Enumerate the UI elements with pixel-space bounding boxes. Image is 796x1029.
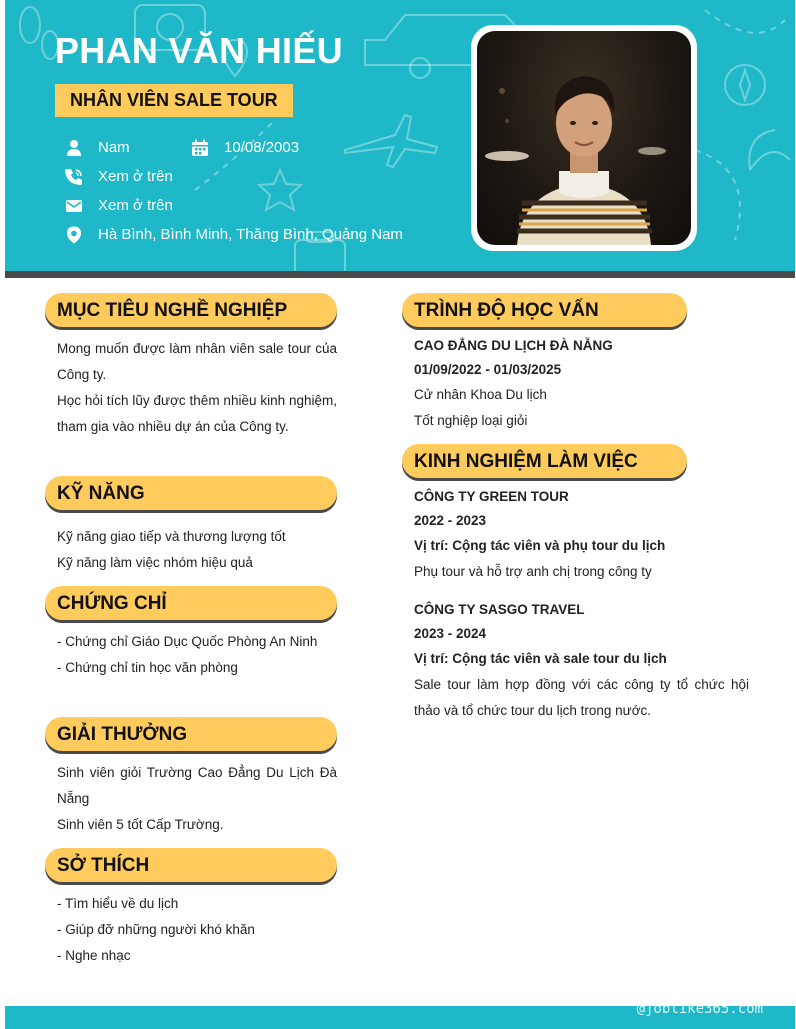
header-divider [5, 271, 795, 278]
awards-heading-text: GIẢI THƯỞNG [57, 724, 188, 745]
skill-item: Kỹ năng giao tiếp và thương lượng tốt [57, 529, 286, 544]
email-icon [65, 197, 83, 215]
hobby-item: - Tìm hiểu về du lịch [57, 896, 179, 911]
experience-job [414, 598, 749, 724]
certificates-content [57, 629, 342, 681]
job-title-badge: NHÂN VIÊN SALE TOUR [55, 84, 293, 117]
certificate-item: - Chứng chỉ Giáo Dục Quốc Phòng An Ninh [57, 634, 318, 649]
address-value: Hà Bình, Bình Minh, Thăng Bình, Quảng Nam [98, 226, 403, 243]
candidate-name: PHAN VĂN HIẾU [55, 30, 343, 71]
school-name: CAO ĐẲNG DU LỊCH ĐÀ NẴNG [414, 338, 613, 353]
objective-heading [45, 293, 337, 327]
job-period: 2022 - 2023 [414, 513, 487, 528]
hobbies-heading [45, 848, 337, 882]
job-position: Vị trí: Cộng tác viên và sale tour du lịch [414, 651, 667, 666]
certificates-heading-text: CHỨNG CHỈ [57, 593, 167, 614]
job-description: Phụ tour và hỗ trợ anh chị trong công ty [414, 564, 652, 579]
experience-job [414, 485, 749, 585]
company-name: CÔNG TY SASGO TRAVEL [414, 602, 585, 617]
skills-heading [45, 476, 337, 510]
education-heading-text: TRÌNH ĐỘ HỌC VẤN [414, 300, 599, 321]
skill-item: Kỹ năng làm việc nhóm hiệu quả [57, 555, 253, 570]
calendar-icon [191, 139, 209, 157]
skills-content [57, 524, 342, 576]
hobby-item: - Giúp đỡ những người khó khăn [57, 922, 255, 937]
awards-content [57, 760, 337, 838]
cv-page [5, 0, 795, 1029]
award-item: Sinh viên 5 tốt Cấp Trường. [57, 817, 224, 832]
job-position: Vị trí: Cộng tác viên và phụ tour du lịch [414, 538, 666, 553]
portrait-illustration [477, 31, 691, 245]
skills-heading-text: KỸ NĂNG [57, 483, 145, 504]
location-pin-icon [65, 226, 83, 244]
education-period: 01/09/2022 - 01/03/2025 [414, 362, 562, 377]
gender-value: Nam [98, 139, 130, 156]
experience-heading [402, 444, 687, 478]
hobby-item: - Nghe nhạc [57, 948, 131, 963]
birthday-value: 10/08/2003 [224, 139, 300, 156]
company-name: CÔNG TY GREEN TOUR [414, 489, 569, 504]
objective-line: Học hỏi tích lũy được thêm nhiều kinh nghiệm, tham gia vào nhiều dự án của Công ty. [57, 393, 337, 434]
education-result: Tốt nghiệp loại giỏi [414, 413, 528, 428]
certificates-heading [45, 586, 337, 620]
education-content [414, 334, 754, 434]
objective-content [57, 336, 337, 440]
email-value: Xem ở trên [98, 197, 173, 214]
phone-icon [65, 168, 83, 186]
phone-value: Xem ở trên [98, 168, 173, 185]
cv-header [5, 0, 795, 271]
objective-line: Mong muốn được làm nhân viên sale tour của Công ty. [57, 341, 337, 382]
award-item: Sinh viên giỏi Trường Cao Đẳng Du Lịch Đà Nẵng [57, 765, 337, 806]
certificate-item: - Chứng chỉ tin học văn phòng [57, 660, 238, 675]
job-description: Sale tour làm hợp đồng với các công ty tổ chức hội thảo và tổ chức tour du lịch trong nước. [414, 677, 749, 718]
objective-heading-text: MỤC TIÊU NGHỀ NGHIỆP [57, 300, 288, 321]
hobbies-content [57, 891, 342, 969]
cv-footer [5, 1001, 795, 1029]
awards-heading [45, 717, 337, 751]
watermark-text: @joblike365.com [636, 1001, 763, 1017]
profile-photo-frame [471, 25, 697, 251]
user-icon [65, 139, 83, 157]
profile-photo [477, 31, 691, 245]
job-period: 2023 - 2024 [414, 626, 487, 641]
hobbies-heading-text: SỞ THÍCH [57, 855, 150, 876]
education-heading [402, 293, 687, 327]
education-major: Cử nhân Khoa Du lịch [414, 387, 547, 402]
experience-heading-text: KINH NGHIỆM LÀM VIỆC [414, 451, 638, 472]
